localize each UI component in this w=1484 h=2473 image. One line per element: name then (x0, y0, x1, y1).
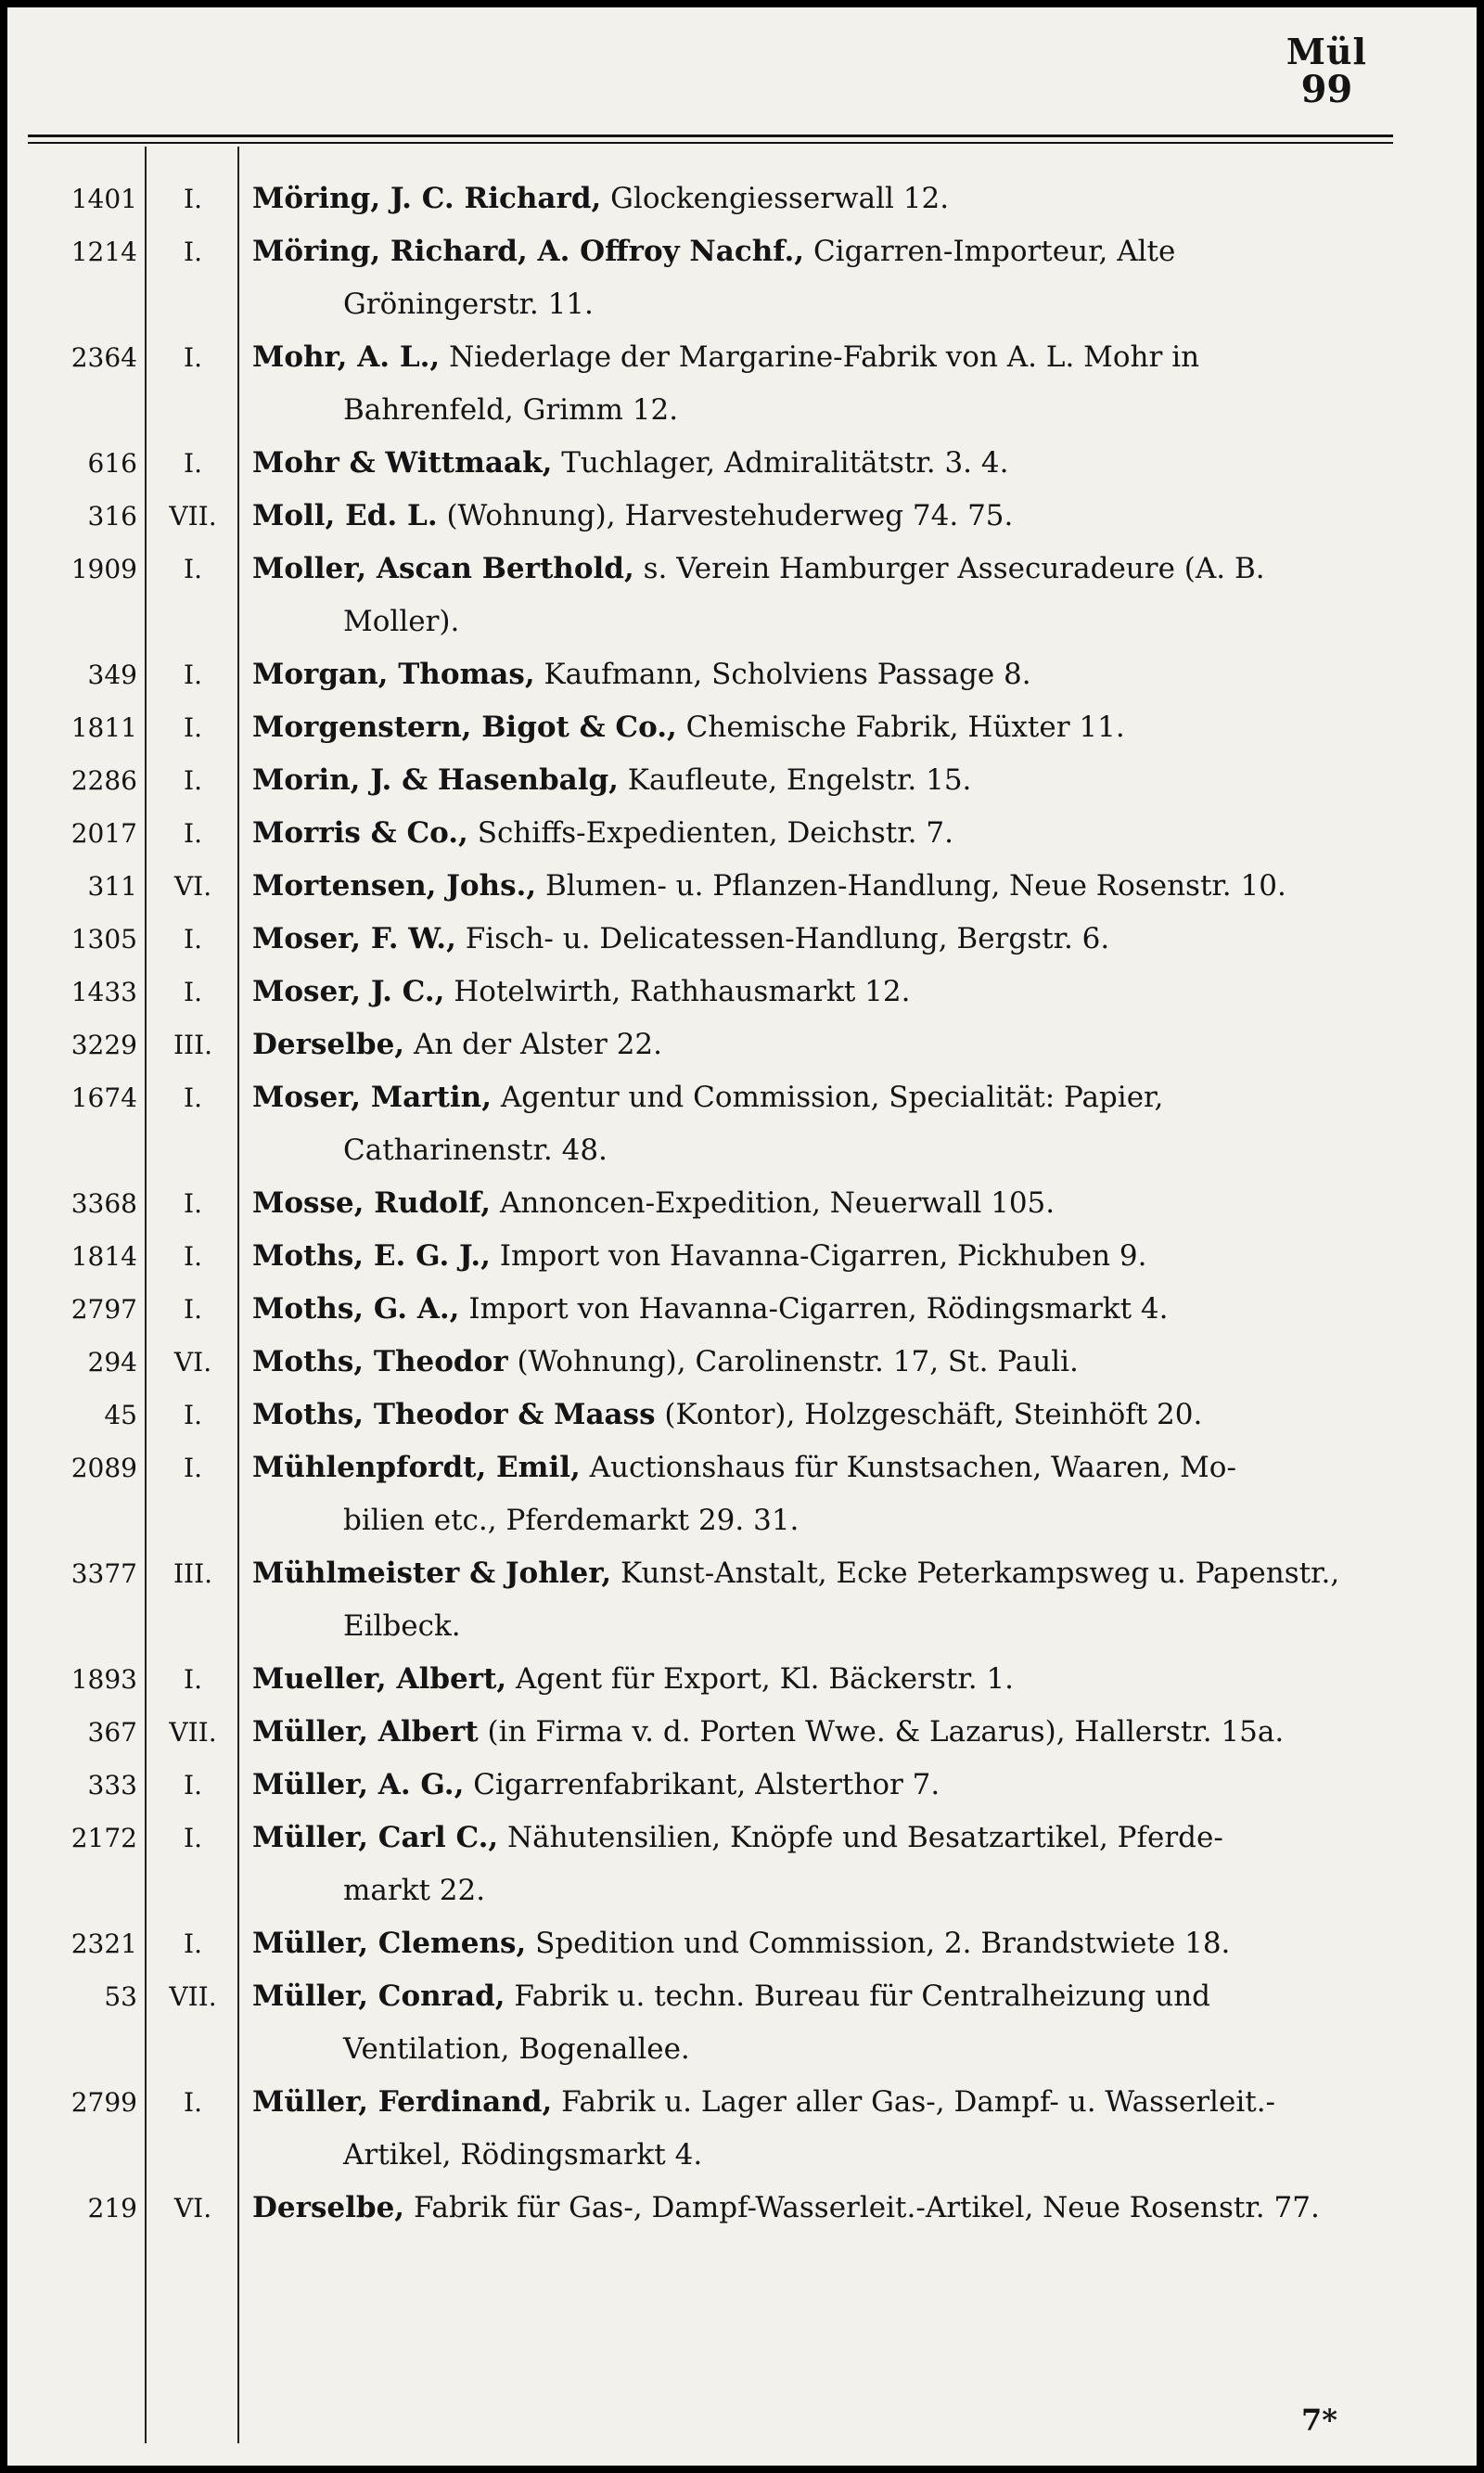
district-number: I. (184, 660, 202, 690)
entry-details: Kaufleute, Engelstr. 15. (618, 763, 972, 797)
entry-details: Blumen- u. Pflanzen-Handlung, Neue Rosenstr. 10. (536, 869, 1286, 903)
district-number: I. (184, 1453, 202, 1483)
entry-text (239, 1336, 1408, 1389)
directory-entry (7, 1336, 1477, 1389)
telephone-number: 1305 (70, 924, 137, 955)
telephone-number: 1214 (70, 237, 137, 267)
entry-name: Mohr & Wittmaak, (252, 446, 553, 480)
entry-text (239, 2182, 1408, 2235)
district-number: I. (184, 184, 202, 214)
telephone-number: 1811 (70, 712, 137, 743)
entry-text (239, 1389, 1408, 1442)
entry-name: Moller, Ascan Berthold, (252, 552, 634, 585)
entry-details: Niederlage der Margarine-Fabrik von A. L. Mohr in (440, 340, 1200, 374)
district-number: I. (184, 818, 202, 849)
entry-details: Chemische Fabrik, Hüxter 11. (676, 711, 1125, 744)
telephone-number: 3229 (70, 1030, 137, 1060)
telephone-number: 1433 (70, 977, 137, 1007)
entry-name: Müller, Carl C., (252, 1821, 499, 1854)
entry-text (239, 1653, 1408, 1706)
entry-text (239, 807, 1408, 860)
entry-text (239, 225, 1408, 331)
district-number: VI. (173, 871, 212, 902)
entry-name: Moser, J. C., (252, 975, 445, 1008)
entry-name: Möring, Richard, A. Offroy Nachf., (252, 235, 805, 268)
entry-name: Morgenstern, Bigot & Co., (252, 711, 677, 744)
entry-text (239, 860, 1408, 913)
header-rule-thin (28, 142, 1393, 144)
entry-details: Agentur und Commission, Specialität: Papier, (492, 1081, 1164, 1114)
entry-name: Mohr, A. L., (252, 340, 441, 374)
entry-name: Mueller, Albert, (252, 1662, 507, 1696)
page-number: 99 (1300, 67, 1353, 111)
entry-details: (in Firma v. d. Porten Wwe. & Lazarus), Hallerstr. 15a. (478, 1715, 1285, 1749)
entry-name: Moser, F. W., (252, 922, 456, 955)
entry-name: Moll, Ed. L. (252, 499, 438, 532)
entry-name: Mühlenpfordt, Emil, (252, 1451, 581, 1484)
district-number: I. (184, 2087, 202, 2118)
telephone-number: 3368 (70, 1188, 137, 1219)
directory-entry (7, 1970, 1477, 2076)
telephone-number: 53 (104, 1981, 137, 2012)
directory-entry (7, 1706, 1477, 1759)
district-number: I. (184, 1928, 202, 1959)
entry-name: Moths, Theodor (252, 1345, 508, 1378)
district-number: I. (184, 1664, 202, 1695)
entry-details: Cigarrenfabrikant, Alsterthor 7. (464, 1768, 940, 1801)
entry-name: Moser, Martin, (252, 1081, 492, 1114)
directory-entry (7, 437, 1477, 490)
entry-continuation: Gröningerstr. 11. (343, 288, 594, 321)
directory-entries (7, 173, 1477, 2235)
district-number: I. (184, 1770, 202, 1800)
directory-entry (7, 1071, 1477, 1177)
directory-page (7, 7, 1477, 2466)
entry-continuation: Moller). (343, 605, 460, 638)
telephone-number: 2017 (70, 818, 137, 849)
entry-name: Müller, A. G., (252, 1768, 465, 1801)
telephone-number: 45 (104, 1400, 137, 1430)
header-letters: Mül (1286, 31, 1367, 72)
district-number: I. (184, 554, 202, 584)
telephone-number: 616 (87, 448, 137, 479)
directory-entry (7, 913, 1477, 966)
page-header (1286, 33, 1367, 109)
entry-text (239, 966, 1408, 1019)
entry-details: Hotelwirth, Rathhausmarkt 12. (444, 975, 911, 1008)
district-number: I. (184, 237, 202, 267)
entry-text (239, 701, 1408, 754)
directory-entry (7, 173, 1477, 225)
telephone-number: 349 (87, 660, 137, 690)
entry-continuation: markt 22. (343, 1874, 486, 1907)
directory-entry (7, 1389, 1477, 1442)
directory-entry (7, 648, 1477, 701)
district-number: III. (173, 1030, 213, 1060)
directory-entry (7, 490, 1477, 543)
entry-name: Müller, Ferdinand, (252, 2085, 553, 2119)
entry-text (239, 331, 1408, 437)
telephone-number: 2286 (70, 765, 137, 796)
telephone-number: 333 (87, 1770, 137, 1800)
entry-text (239, 1230, 1408, 1283)
sheet-signature: 7* (1301, 2403, 1337, 2438)
entry-name: Morgan, Thomas, (252, 658, 535, 691)
entry-name: Derselbe, (252, 2191, 405, 2224)
district-number: I. (184, 1294, 202, 1325)
directory-entry (7, 966, 1477, 1019)
entry-name: Müller, Albert (252, 1715, 479, 1749)
entry-name: Möring, J. C. Richard, (252, 182, 602, 215)
entry-details: Fabrik u. Lager aller Gas-, Dampf- u. Wasserleit.- (552, 2085, 1276, 2119)
directory-entry (7, 1442, 1477, 1547)
telephone-number: 2321 (70, 1928, 137, 1959)
entry-details: Agent für Export, Kl. Bäckerstr. 1. (506, 1662, 1015, 1696)
telephone-number: 2089 (70, 1453, 137, 1483)
entry-text (239, 543, 1408, 648)
directory-entry (7, 1283, 1477, 1336)
district-number: VII. (169, 1981, 217, 2012)
entry-continuation: Catharinenstr. 48. (343, 1134, 608, 1167)
entry-details: Nähutensilien, Knöpfe und Besatzartikel, Pferde- (498, 1821, 1223, 1854)
district-number: I. (184, 712, 202, 743)
district-number: I. (184, 342, 202, 373)
telephone-number: 316 (87, 501, 137, 532)
directory-entry (7, 225, 1477, 331)
district-number: I. (184, 765, 202, 796)
entry-text (239, 1177, 1408, 1230)
entry-text (239, 913, 1408, 966)
district-number: VII. (169, 501, 217, 532)
directory-entry (7, 754, 1477, 807)
entry-details: Import von Havanna-Cigarren, Pickhuben 9. (490, 1239, 1147, 1273)
district-number: VI. (173, 1347, 212, 1377)
entry-text (239, 1917, 1408, 1970)
entry-name: Derselbe, (252, 1028, 405, 1061)
telephone-number: 1814 (70, 1241, 137, 1272)
entry-text (239, 648, 1408, 701)
telephone-number: 1909 (70, 554, 137, 584)
district-number: VII. (169, 1717, 217, 1748)
entry-text (239, 2076, 1408, 2182)
entry-continuation: bilien etc., Pferdemarkt 29. 31. (343, 1504, 800, 1537)
district-number: I. (184, 1823, 202, 1853)
entry-details: (Wohnung), Harvestehuderweg 74. 75. (437, 499, 1014, 532)
entry-name: Morin, J. & Hasenbalg, (252, 763, 619, 797)
entry-details: Import von Havanna-Cigarren, Rödingsmarkt 4. (459, 1292, 1169, 1326)
directory-entry (7, 1917, 1477, 1970)
header-rule-thick (28, 135, 1393, 137)
district-number: III. (173, 1558, 213, 1589)
directory-entry (7, 1547, 1477, 1653)
entry-details: (Kontor), Holzgeschäft, Steinhöft 20. (655, 1398, 1203, 1431)
entry-name: Mosse, Rudolf, (252, 1186, 492, 1220)
district-number: I. (184, 924, 202, 955)
entry-text (239, 1019, 1408, 1071)
entry-details: An der Alster 22. (404, 1028, 663, 1061)
entry-details: Auctionshaus für Kunstsachen, Waaren, Mo- (580, 1451, 1236, 1484)
entry-name: Mortensen, Johs., (252, 869, 537, 903)
district-number: I. (184, 448, 202, 479)
directory-entry (7, 1019, 1477, 1071)
entry-text (239, 437, 1408, 490)
entry-continuation: Bahrenfeld, Grimm 12. (343, 393, 679, 427)
entry-name: Moths, E. G. J., (252, 1239, 491, 1273)
directory-entry (7, 331, 1477, 437)
telephone-number: 294 (87, 1347, 137, 1377)
entry-details: Annoncen-Expedition, Neuerwall 105. (491, 1186, 1055, 1220)
entry-text (239, 1547, 1408, 1653)
entry-details: (Wohnung), Carolinenstr. 17, St. Pauli. (507, 1345, 1079, 1378)
entry-name: Morris & Co., (252, 816, 468, 850)
telephone-number: 219 (87, 2193, 137, 2223)
entry-details: Tuchlager, Admiralitätstr. 3. 4. (552, 446, 1009, 480)
entry-text (239, 1706, 1408, 1759)
entry-name: Müller, Conrad, (252, 1980, 505, 2013)
entry-continuation: Ventilation, Bogenallee. (343, 2032, 690, 2066)
entry-text (239, 1812, 1408, 1917)
telephone-number: 367 (87, 1717, 137, 1748)
entry-details: Spedition und Commission, 2. Brandstwiete 18. (526, 1927, 1231, 1960)
entry-name: Moths, G. A., (252, 1292, 460, 1326)
directory-entry (7, 1230, 1477, 1283)
directory-entry (7, 807, 1477, 860)
telephone-number: 1893 (70, 1664, 137, 1695)
entry-text (239, 490, 1408, 543)
directory-entry (7, 701, 1477, 754)
entry-details: s. Verein Hamburger Assecuradeure (A. B. (633, 552, 1265, 585)
directory-entry (7, 1177, 1477, 1230)
entry-name: Mühlmeister & Johler, (252, 1557, 612, 1590)
entry-text (239, 1970, 1408, 2076)
entry-details: Fabrik u. techn. Bureau für Centralheizung und (505, 1980, 1211, 2013)
entry-details: Glockengiesserwall 12. (601, 182, 950, 215)
directory-entry (7, 1759, 1477, 1812)
entry-text (239, 1759, 1408, 1812)
district-number: I. (184, 1241, 202, 1272)
entry-details: Fisch- u. Delicatessen-Handlung, Bergstr. 6. (455, 922, 1110, 955)
district-number: I. (184, 1188, 202, 1219)
entry-details: Fabrik für Gas-, Dampf-Wasserleit.-Artikel, Neue Rosenstr. 77. (404, 2191, 1320, 2224)
telephone-number: 1401 (70, 184, 137, 214)
directory-entry (7, 1653, 1477, 1706)
entry-name: Moths, Theodor & Maass (252, 1398, 656, 1431)
entry-name: Müller, Clemens, (252, 1927, 527, 1960)
directory-entry (7, 2182, 1477, 2235)
telephone-number: 3377 (70, 1558, 137, 1589)
entry-text (239, 754, 1408, 807)
telephone-number: 2797 (70, 1294, 137, 1325)
directory-entry (7, 1812, 1477, 1917)
entry-details: Schiffs-Expedienten, Deichstr. 7. (467, 816, 953, 850)
entry-details: Cigarren-Importeur, Alte (804, 235, 1176, 268)
directory-entry (7, 860, 1477, 913)
district-number: VI. (173, 2193, 212, 2223)
telephone-number: 1674 (70, 1083, 137, 1113)
district-number: I. (184, 1400, 202, 1430)
directory-entry (7, 2076, 1477, 2182)
entry-text (239, 173, 1408, 225)
telephone-number: 2364 (70, 342, 137, 373)
entry-text (239, 1071, 1408, 1177)
entry-text (239, 1283, 1408, 1336)
directory-entry (7, 543, 1477, 648)
telephone-number: 2172 (70, 1823, 137, 1853)
telephone-number: 311 (87, 871, 137, 902)
entry-continuation: Artikel, Rödingsmarkt 4. (343, 2138, 703, 2172)
telephone-number: 2799 (70, 2087, 137, 2118)
entry-details: Kaufmann, Scholviens Passage 8. (534, 658, 1031, 691)
entry-text (239, 1442, 1408, 1547)
district-number: I. (184, 1083, 202, 1113)
entry-continuation: Eilbeck. (343, 1609, 461, 1643)
district-number: I. (184, 977, 202, 1007)
entry-details: Kunst-Anstalt, Ecke Peterkampsweg u. Papenstr., (611, 1557, 1340, 1590)
